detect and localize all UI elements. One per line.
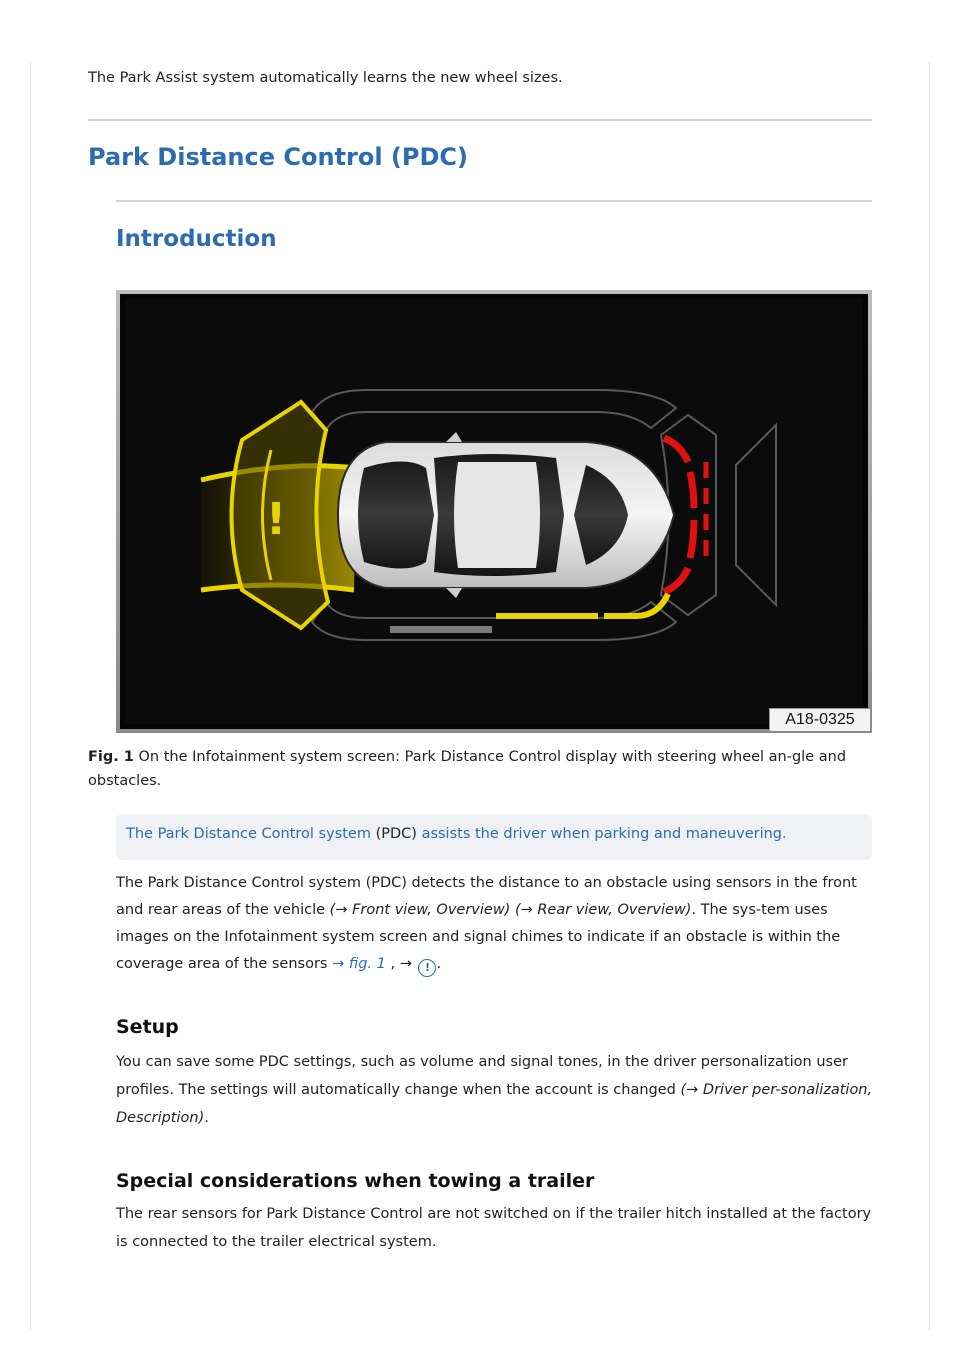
- section-divider: [88, 119, 872, 121]
- setup-heading: Setup: [116, 1016, 179, 1038]
- driver-personalization-link[interactable]: (→ Driver per-sonalization, Description): [116, 1082, 873, 1126]
- left-margin-rule: [30, 62, 31, 1330]
- subsection-divider: [116, 200, 872, 202]
- warning-circle-icon[interactable]: !: [418, 959, 436, 977]
- pdc-display-illustration: [116, 290, 872, 733]
- paragraph1-comma: ,: [390, 956, 396, 972]
- subsection-title: Introduction: [116, 226, 277, 252]
- summary-part2: (PDC): [375, 826, 417, 842]
- setup-paragraph: [116, 1048, 876, 1132]
- figure-code-label: A18-0325: [769, 708, 870, 731]
- summary-part1: The Park Distance Control system: [126, 826, 371, 842]
- overview-reference-link[interactable]: (→ Front view, Overview) (→ Rear view, Overview): [329, 902, 692, 918]
- figure-reference-link[interactable]: → fig. 1: [332, 956, 386, 972]
- trailer-heading: Special considerations when towing a trailer: [116, 1170, 595, 1192]
- warning-arrow: →: [399, 956, 412, 972]
- figure-number: Fig. 1: [88, 749, 134, 765]
- summary-part3: assists the driver when parking and maneuvering.: [421, 826, 787, 842]
- figure-caption: [88, 745, 874, 793]
- car-icon: [338, 432, 674, 598]
- section-title: Park Distance Control (PDC): [88, 143, 468, 171]
- paragraph1-text-b: . The sys-tem uses images on the Infotainment system screen and signal chimes to indicate if an obstacle is within the coverage area of the sensors: [116, 902, 841, 972]
- paragraph1-period: .: [436, 956, 442, 972]
- setup-period: .: [204, 1110, 209, 1126]
- setup-text: You can save some PDC settings, such as volume and signal tones, in the driver personalization user profiles. The settings will automatically change when the account is changed: [116, 1054, 848, 1098]
- pdc-description-paragraph: [116, 870, 876, 978]
- intro-text: The Park Assist system automatically learns the new wheel sizes.: [88, 70, 563, 86]
- obstacle-warning-icon: !: [265, 494, 287, 545]
- right-margin-rule: [929, 62, 930, 1330]
- trailer-paragraph: The rear sensors for Park Distance Control are not switched on if the trailer hitch installed at the factory is connected to the trailer electrical system.: [116, 1206, 872, 1250]
- paragraph1-text-a: The Park Distance Control system (PDC) detects the distance to an obstacle using sensors in the front and rear areas of the vehicle: [116, 875, 857, 918]
- figure-caption-text: On the Infotainment system screen: Park Distance Control display with steering wheel an-gle and obstacles.: [88, 749, 847, 789]
- pdc-display-figure: [116, 290, 872, 733]
- summary-box: [116, 814, 872, 860]
